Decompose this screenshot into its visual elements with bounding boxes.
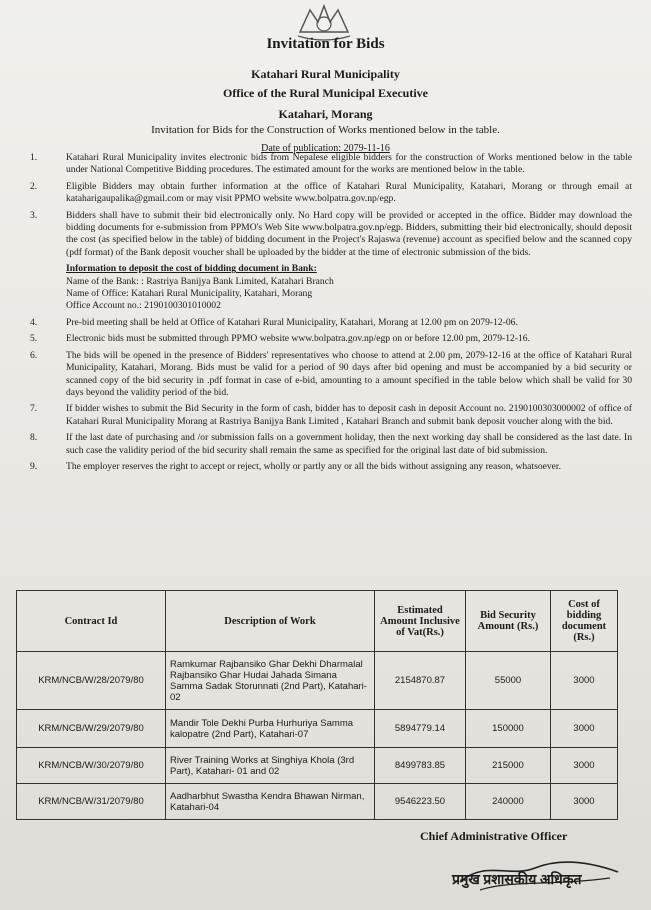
deposit-bank: Name of the Bank: : Rastriya Banijya Bank Limited, Katahari Branch bbox=[66, 275, 334, 287]
list-item bbox=[30, 333, 632, 345]
contracts-table bbox=[16, 590, 618, 820]
item-text: Eligible Bidders may obtain further information at the office of Katahari Rural Municipality, Katahari, Morang or through email at kataharigaupalika@gmail.com or may visit PPMO website www.bolpatra.gov.np/egp. bbox=[66, 180, 632, 205]
list-item bbox=[30, 350, 632, 400]
document-cost: 3000 bbox=[551, 710, 618, 748]
item-text: The bids will be opened in the presence of Bidders' representatives who choose to attend at 2.00 pm, 2079-12-16 at the office of Katahari Rural Municipality, Katahari, Morang. Bids must be valid for a period of 90 days after bid opening and must be accompanied by a bid security or scanned copy of the bid security in .pdf format in case of e-bid, amounting to a amount specified in the table below which shall be valid for 30 days beyond the validity period of the bid. bbox=[66, 349, 632, 398]
item-number: 1. bbox=[30, 152, 38, 163]
item-number: 6. bbox=[30, 349, 38, 361]
office-name: Office of the Rural Municipal Executive bbox=[223, 86, 428, 100]
bid-security: 215000 bbox=[466, 748, 551, 784]
bid-security: 150000 bbox=[466, 710, 551, 748]
invitation-line: Invitation for Bids for the Construction of Works mentioned below in the table. bbox=[151, 124, 500, 136]
deposit-account: Office Account no.: 2190100301010002 bbox=[66, 300, 221, 312]
list-item bbox=[30, 317, 632, 329]
bid-security: 240000 bbox=[466, 784, 551, 820]
publication-date: Date of publication: 2079-11-16 bbox=[261, 143, 390, 154]
page-title: Invitation for Bids bbox=[266, 36, 385, 52]
table-header-row bbox=[17, 591, 618, 652]
contract-id: KRM/NCB/W/28/2079/80 bbox=[17, 652, 166, 710]
item-text: Bidders shall have to submit their bid electronically only. No Hard copy will be provided or accepted in the office. Bidder may download the bidding documents for e-submission from PPMO's Web Site www.bolpatra.gov.np/egp. Bidders, submitting their bid electronically, should deposit the cost (as specified below in the table) of bidding document in the Project's Rajaswa (revenue) account as specified below and the scanned copy (pdf format) of the Bank deposit voucher shall be uploaded by the bidder at the time of electronic submission of the bids. bbox=[66, 209, 632, 258]
bid-security: 55000 bbox=[466, 652, 551, 710]
item-text: If the last date of purchasing and /or submission falls on a government holiday, then the next working day shall be considered as the last date. In such case the validity period of the bid security shall remain the same as specified for the original last date of bid submission. bbox=[66, 432, 632, 456]
column-header: Cost of bidding document (Rs.) bbox=[551, 591, 618, 652]
item-number: 5. bbox=[30, 333, 38, 345]
table-row bbox=[17, 652, 618, 710]
item-text: Pre-bid meeting shall be held at Office of Katahari Rural Municipality, Katahari, Morang at 12.00 pm on 2079-12-06. bbox=[66, 316, 518, 328]
table-row bbox=[17, 784, 618, 820]
work-description: Aadharbhut Swastha Kendra Bhawan Nirman, Katahari-04 bbox=[166, 784, 375, 820]
item-text: Electronic bids must be submitted through PPMO website www.bolpatra.gov.np/egp on or before 12.00 pm, 2079-12-16. bbox=[66, 333, 530, 345]
contract-id: KRM/NCB/W/30/2079/80 bbox=[17, 748, 166, 784]
list-item bbox=[30, 181, 632, 206]
estimated-amount: 2154870.87 bbox=[375, 652, 466, 710]
column-header: Estimated Amount Inclusive of Vat(Rs.) bbox=[375, 591, 466, 652]
item-number: 3. bbox=[30, 209, 38, 221]
item-number: 2. bbox=[30, 180, 38, 192]
item-text: If bidder wishes to submit the Bid Security in the form of cash, bidder has to deposit cash in deposit Account no. 2190100303000002 of office of Katahari Rural Municipality Morang at Rastriya Banijya Bank Limited , Katahari Branch and submit bank deposit voucher along with the bid. bbox=[66, 403, 632, 427]
work-description: Ramkumar Rajbansiko Ghar Dekhi Dharmalal Rajbansiko Ghar Hudai Jahada Simana Samma Sadak Storunnati (2nd Part), Katahari- 02 bbox=[166, 652, 375, 710]
list-item bbox=[30, 210, 632, 260]
list-item bbox=[30, 152, 632, 177]
document-cost: 3000 bbox=[551, 652, 618, 710]
deposit-office: Name of Office: Katahari Rural Municipality, Katahari, Morang bbox=[66, 288, 313, 300]
work-description: River Training Works at Singhiya Khola (3rd Part), Katahari- 01 and 02 bbox=[166, 748, 375, 784]
document-cost: 3000 bbox=[551, 748, 618, 784]
location: Katahari, Morang bbox=[278, 107, 373, 121]
contract-id: KRM/NCB/W/31/2079/80 bbox=[17, 784, 166, 820]
org-name: Katahari Rural Municipality bbox=[251, 67, 400, 81]
column-header: Contract Id bbox=[17, 591, 166, 652]
item-text: Katahari Rural Municipality invites electronic bids from Nepalese eligible bidders for the construction of Works mentioned below in the table under National Competitive Bidding procedures. The estimated amount for the works are mentioned below in the table. bbox=[66, 152, 632, 176]
column-header: Bid Security Amount (Rs.) bbox=[466, 591, 551, 652]
list-item bbox=[30, 403, 632, 428]
table-row bbox=[17, 748, 618, 784]
column-header: Description of Work bbox=[166, 591, 375, 652]
contract-id: KRM/NCB/W/29/2079/80 bbox=[17, 710, 166, 748]
item-number: 9. bbox=[30, 460, 38, 472]
officer-stamp: प्रमुख प्रशासकीय अधिकृत bbox=[452, 873, 582, 888]
estimated-amount: 5894779.14 bbox=[375, 710, 466, 748]
work-description: Mandir Tole Dekhi Purba Hurhuriya Samma kalopatre (2nd Part), Katahari-07 bbox=[166, 710, 375, 748]
list-item bbox=[30, 432, 632, 457]
estimated-amount: 8499783.85 bbox=[375, 748, 466, 784]
document-cost: 3000 bbox=[551, 784, 618, 820]
item-text: The employer reserves the right to accept or reject, wholly or partly any or all the bids without assigning any reason, whatsoever. bbox=[66, 460, 561, 472]
estimated-amount: 9546223.50 bbox=[375, 784, 466, 820]
signatory-title: Chief Administrative Officer bbox=[420, 829, 568, 843]
table-row bbox=[17, 710, 618, 748]
item-number: 7. bbox=[30, 403, 38, 415]
item-number: 8. bbox=[30, 432, 38, 444]
deposit-heading: Information to deposit the cost of bidding document in Bank: bbox=[66, 263, 317, 275]
notice-items bbox=[30, 152, 632, 477]
item-number: 4. bbox=[30, 316, 38, 328]
list-item bbox=[30, 461, 632, 473]
